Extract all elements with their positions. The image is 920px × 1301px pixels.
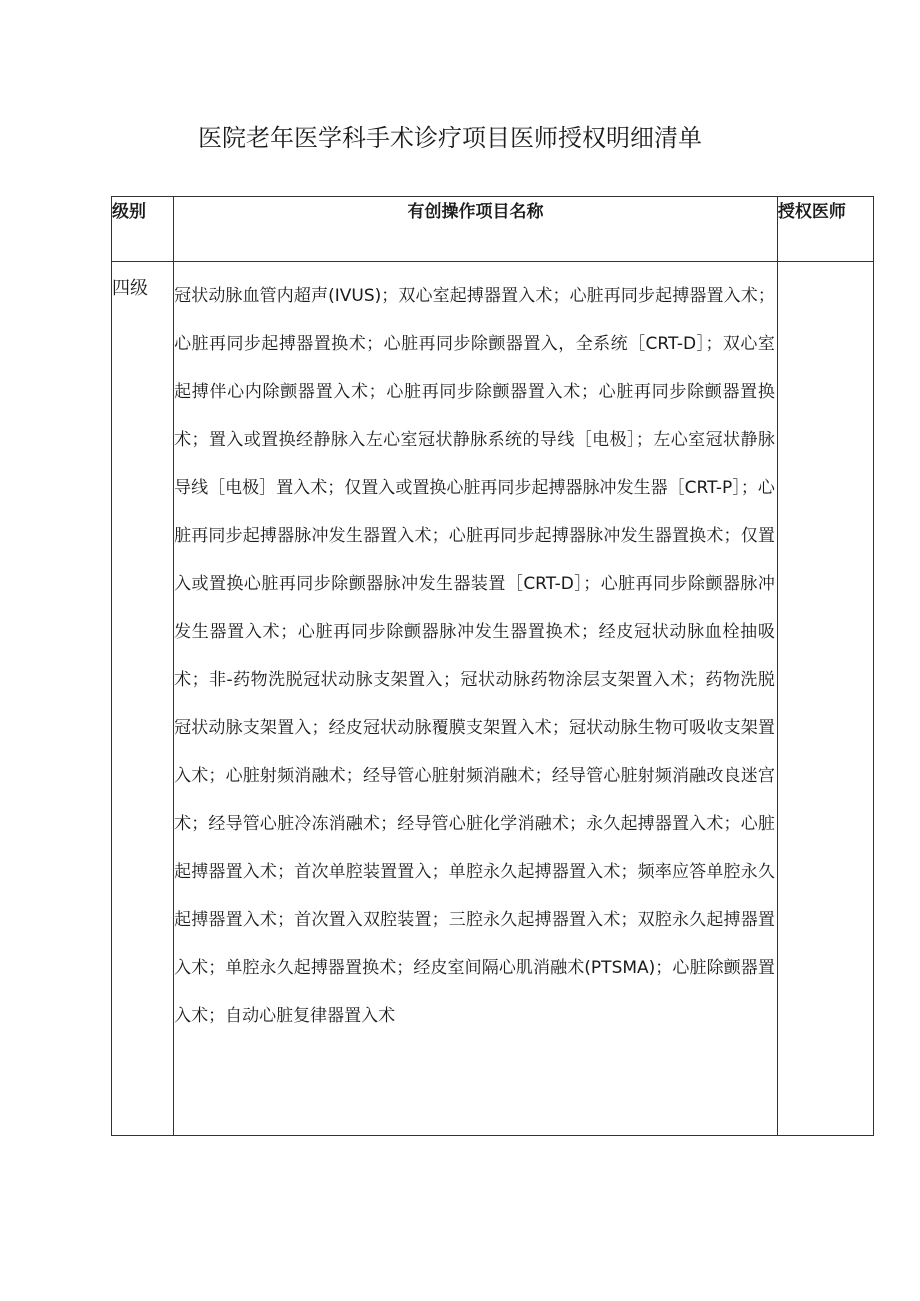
table-header-row <box>112 197 874 262</box>
header-project-name: 有创操作项目名称 <box>174 197 778 262</box>
authorized-doctor-cell <box>777 262 873 1136</box>
level-cell: 四级 <box>112 262 174 1136</box>
header-authorized-doctor: 授权医师 <box>777 197 873 262</box>
document-title: 医院老年医学科手术诊疗项目医师授权明细清单 <box>198 124 702 152</box>
header-level: 级别 <box>112 197 174 262</box>
table-row <box>112 262 874 1136</box>
project-items-cell: 冠状动脉血管内超声(IVUS)；双心室起搏器置入术；心脏再同步起搏器置入术；心脏再同步起搏器置换术；心脏再同步除颤器置入，全系统［CRT-D］；双心室起搏伴心内除颤器置入术；心脏再同步除颤器置入术；心脏再同步除颤器置换术；置入或置换经静脉入左心室冠状静脉系统的导线［电极］；左心室冠状静脉导线［电极］置入术；仅置入或置换心脏再同步起搏器脉冲发生器［CRT-P］；心脏再同步起搏器脉冲发生器置入术；心脏再同步起搏器脉冲发生器置换术；仅置入或置换心脏再同步除颤器脉冲发生器装置［CRT-D］；心脏再同步除颤器脉冲发生器置入术；心脏再同步除颤器脉冲发生器置换术；经皮冠状动脉血栓抽吸术；非-药物洗脱冠状动脉支架置入；冠状动脉药物涂层支架置入术；药物洗脱冠状动脉支架置入；经皮冠状动脉覆膜支架置入术；冠状动脉生物可吸收支架置入术；心脏射频消融术；经导管心脏射频消融术；经导管心脏射频消融改良迷宫术；经导管心脏冷冻消融术；经导管心脏化学消融术；永久起搏器置入术；心脏起搏器置入术；首次单腔装置置入；单腔永久起搏器置入术；频率应答单腔永久起搏器置入术；首次置入双腔装置；三腔永久起搏器置入术；双腔永久起搏器置入术；单腔永久起搏器置换术；经皮室间隔心肌消融术(PTSMA)；心脏除颤器置入术；自动心脏复律器置入术 <box>174 262 778 1136</box>
authorization-table <box>111 196 874 1136</box>
